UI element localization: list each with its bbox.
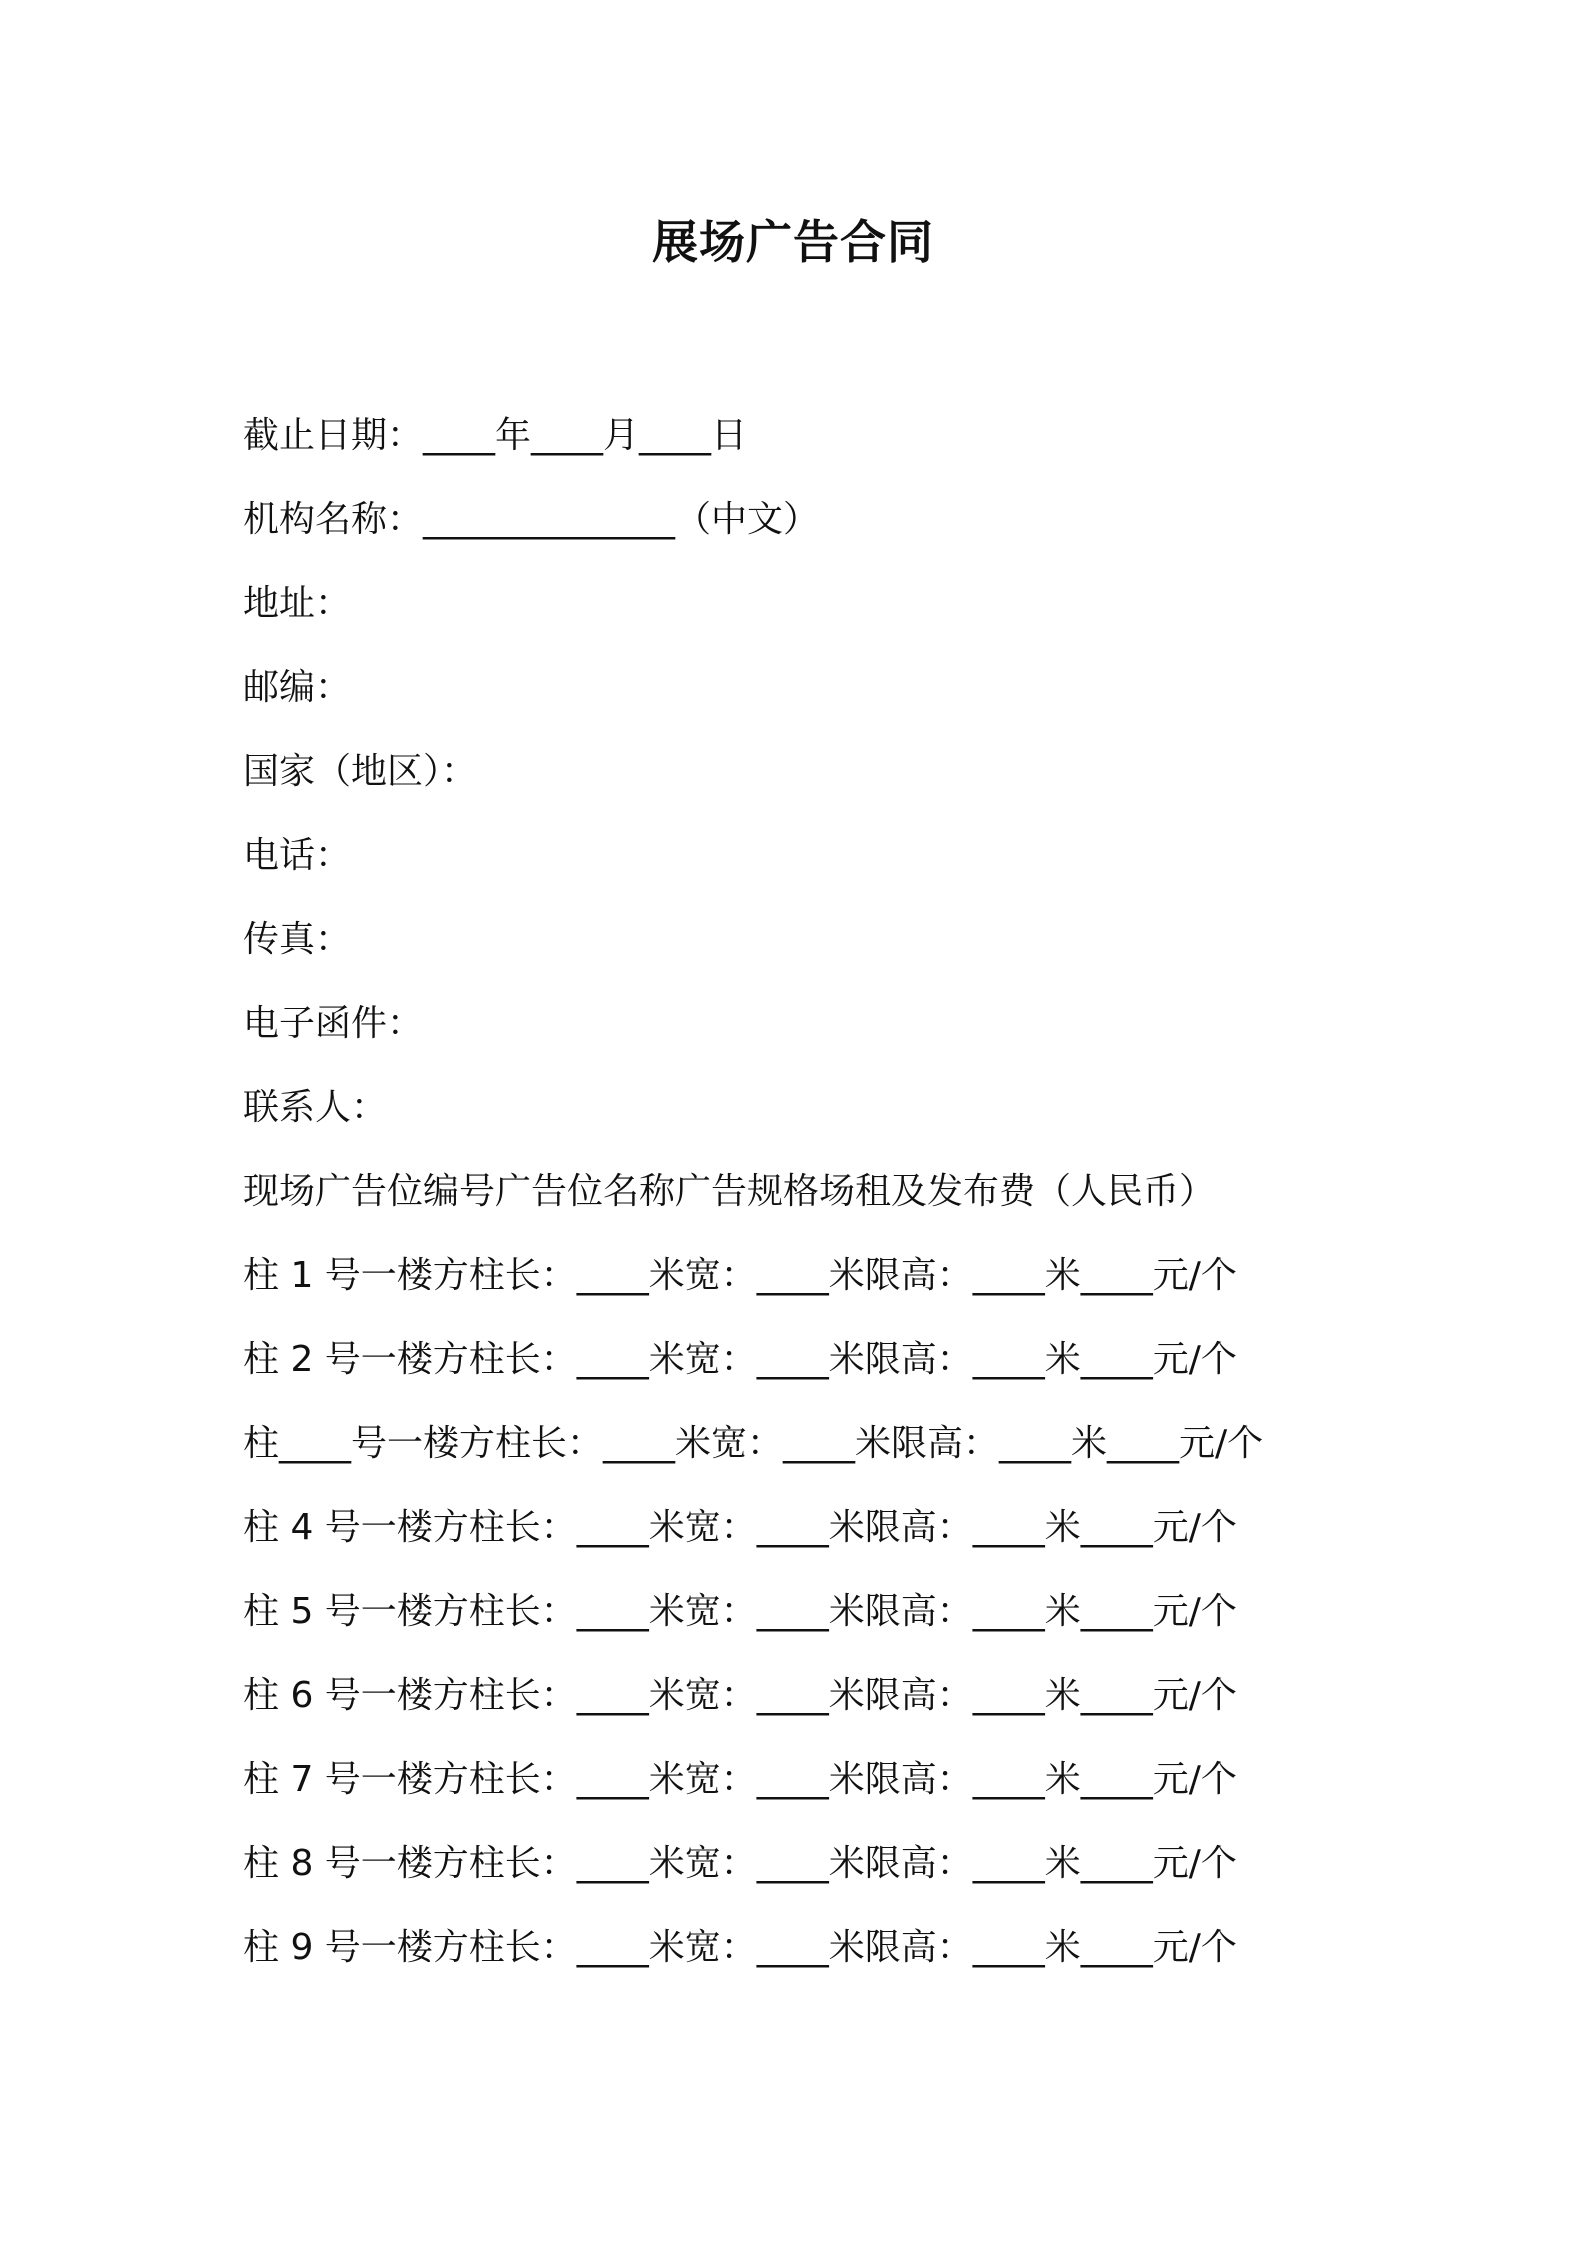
document-title: 展场广告合同 (652, 215, 934, 269)
deadline-date-line: 截止日期：____年____月____日 (243, 415, 748, 456)
column-ad-line: 柱 7 号一楼方柱长：____米宽：____米限高：____米____元/个 (243, 1759, 1237, 1800)
email-line: 电子函件： (243, 1003, 424, 1044)
column-ad-line: 柱 2 号一楼方柱长：____米宽：____米限高：____米____元/个 (243, 1339, 1237, 1380)
fax-line: 传真： (243, 919, 352, 960)
contract-field-list (243, 406, 1423, 2002)
country-region-line: 国家（地区）： (243, 751, 478, 792)
column-ad-line: 柱 6 号一楼方柱长：____米宽：____米限高：____米____元/个 (243, 1675, 1237, 1716)
contact-person-line: 联系人： (243, 1087, 388, 1128)
column-ad-line: 柱 8 号一楼方柱长：____米宽：____米限高：____米____元/个 (243, 1843, 1237, 1884)
postcode-line: 邮编： (243, 667, 352, 708)
column-ad-line: 柱 4 号一楼方柱长：____米宽：____米限高：____米____元/个 (243, 1507, 1237, 1548)
column-ad-line: 柱 1 号一楼方柱长：____米宽：____米限高：____米____元/个 (243, 1255, 1237, 1296)
column-ad-line: 柱 5 号一楼方柱长：____米宽：____米限高：____米____元/个 (243, 1591, 1237, 1632)
address-line: 地址： (243, 583, 352, 624)
column-ad-line: 柱____号一楼方柱长：____米宽：____米限高：____米____元/个 (243, 1423, 1264, 1464)
organization-name-line: 机构名称：______________（中文） (243, 499, 820, 540)
column-ad-line: 柱 9 号一楼方柱长：____米宽：____米限高：____米____元/个 (243, 1927, 1237, 1968)
telephone-line: 电话： (243, 835, 352, 876)
ad-space-header-line: 现场广告位编号广告位名称广告规格场租及发布费（人民币） (243, 1171, 1216, 1212)
